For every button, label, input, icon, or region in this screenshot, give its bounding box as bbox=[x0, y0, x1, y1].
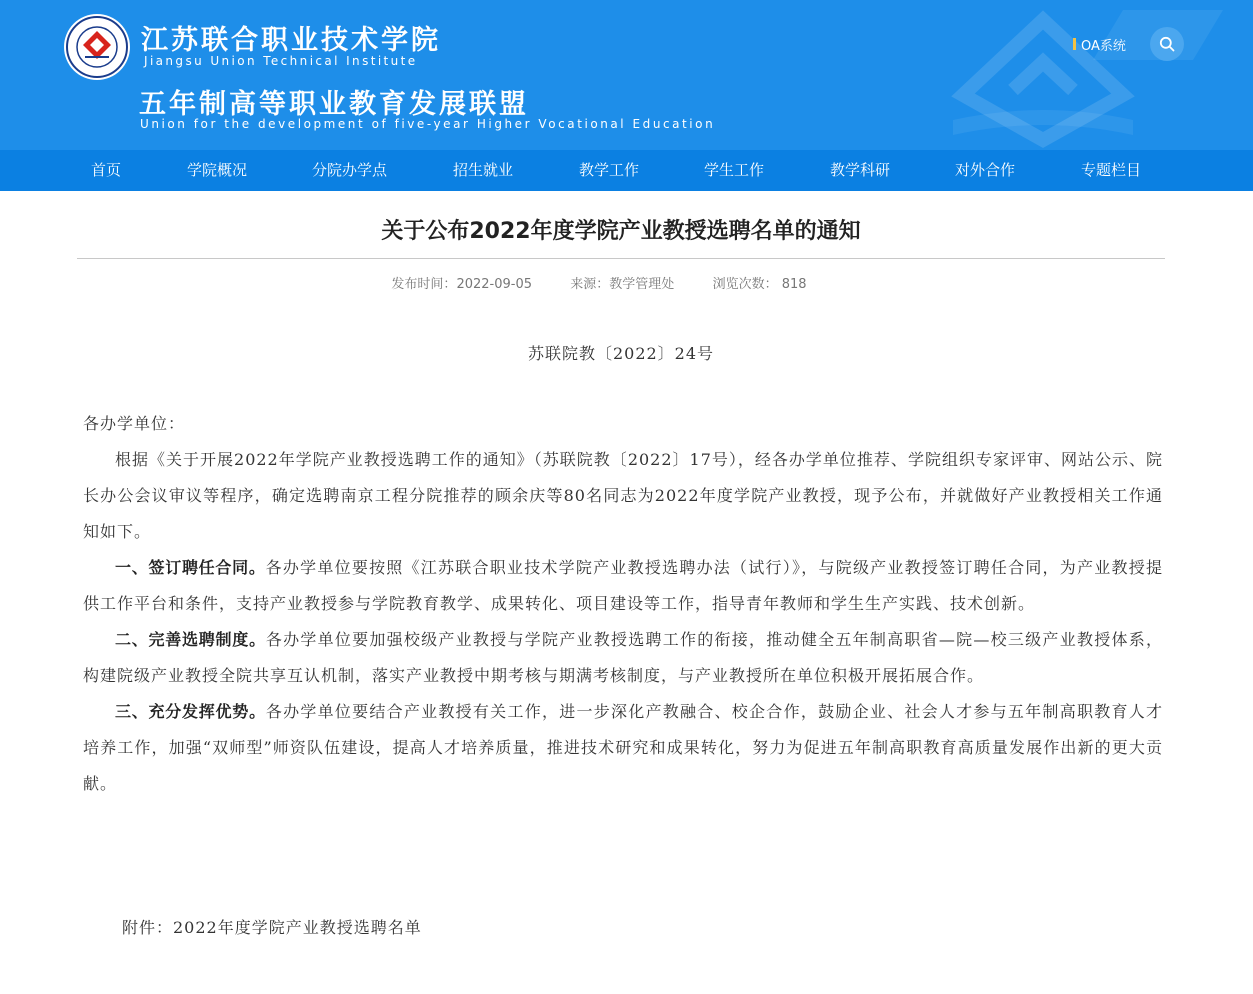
main-nav bbox=[0, 150, 1253, 191]
views-count: 818 bbox=[781, 277, 807, 292]
publish-date: 2022-09-05 bbox=[456, 277, 532, 292]
intro-paragraph: 根据《关于开展2022年学院产业教授选聘工作的通知》（苏联院教〔2022〕17号），经各办学单位推荐、学院组织专家评审、网站公示、院长办公会议审议等程序，确定选聘南京工程分院推荐的顾余庆等80名同志为2022年度学院产业教授，现予公布，并就做好产业教授相关工作通知如下。 bbox=[83, 450, 1163, 541]
nav-item-students[interactable]: 学生工作 bbox=[704, 161, 765, 179]
section-paragraph bbox=[83, 622, 1163, 694]
school-name-cn: 江苏联合职业技术学院 bbox=[141, 25, 441, 56]
article-body bbox=[83, 406, 1163, 802]
source-label: 来源： bbox=[570, 277, 610, 292]
search-icon bbox=[1159, 36, 1175, 52]
union-name-en: Union for the development of five-year Higher Vocational Education bbox=[140, 117, 716, 131]
salutation: 各办学单位： bbox=[83, 414, 186, 433]
oa-accent-bar bbox=[1073, 38, 1076, 50]
nav-item-topics[interactable]: 专题栏目 bbox=[1081, 161, 1142, 179]
article-meta bbox=[0, 273, 1198, 292]
nav-item-admissions[interactable]: 招生就业 bbox=[453, 161, 514, 179]
section-text: 各办学单位要按照《江苏联合职业技术学院产业教授选聘办法（试行）》，与院级产业教授签订聘任合同，为产业教授提供工作平台和条件，支持产业教授参与学院教育教学、成果转化、项目建设等工作，指导青年教师和学生生产实践、技术创新。 bbox=[83, 558, 1163, 613]
document-number: 苏联院教〔2022〕24号 bbox=[527, 344, 715, 363]
site-header bbox=[0, 0, 1253, 150]
school-seal-icon[interactable] bbox=[63, 13, 131, 81]
nav-item-home[interactable]: 首页 bbox=[91, 161, 122, 179]
search-button[interactable] bbox=[1150, 27, 1184, 61]
nav-item-cooperation[interactable]: 对外合作 bbox=[955, 161, 1016, 179]
oa-system-label: OA系统 bbox=[1081, 38, 1126, 54]
attachment-link[interactable]: 附件：2022年度学院产业教授选聘名单 bbox=[122, 918, 422, 937]
nav-item-branches[interactable]: 分院办学点 bbox=[312, 161, 388, 179]
publish-label: 发布时间： bbox=[391, 277, 457, 292]
nav-item-teaching[interactable]: 教学工作 bbox=[579, 161, 640, 179]
section-paragraph bbox=[83, 694, 1163, 802]
union-name-cn: 五年制高等职业教育发展联盟 bbox=[139, 89, 529, 120]
article-title: 关于公布2022年度学院产业教授选聘名单的通知 bbox=[381, 219, 861, 244]
oa-system-link[interactable] bbox=[1073, 35, 1126, 53]
section-heading: 一、签订聘任合同。 bbox=[115, 558, 266, 577]
school-name-en: Jiangsu Union Technical Institute bbox=[144, 54, 418, 68]
nav-item-about[interactable]: 学院概况 bbox=[187, 161, 248, 179]
section-text: 各办学单位要加强校级产业教授与学院产业教授选聘工作的衔接，推动健全五年制高职省—院—校三级产业教授体系，构建院级产业教授全院共享互认机制，落实产业教授中期考核与期满考核制度，与产业教授所在单位积极开展拓展合作。 bbox=[83, 630, 1163, 685]
views-label: 浏览次数： bbox=[712, 277, 778, 292]
section-heading: 三、充分发挥优势。 bbox=[115, 702, 266, 721]
title-divider bbox=[77, 258, 1165, 259]
decorative-book-watermark bbox=[893, 0, 1253, 150]
section-heading: 二、完善选聘制度。 bbox=[115, 630, 266, 649]
source-value: 教学管理处 bbox=[609, 277, 675, 292]
nav-item-research[interactable]: 教学科研 bbox=[830, 161, 891, 179]
section-paragraph bbox=[83, 550, 1163, 622]
section-text: 各办学单位要结合产业教授有关工作，进一步深化产教融合、校企合作，鼓励企业、社会人才参与五年制高职教育人才培养工作，加强“双师型”师资队伍建设，提高人才培养质量，推进技术研究和成果转化，努力为促进五年制高职教育高质量发展作出新的更大贡献。 bbox=[83, 702, 1163, 793]
